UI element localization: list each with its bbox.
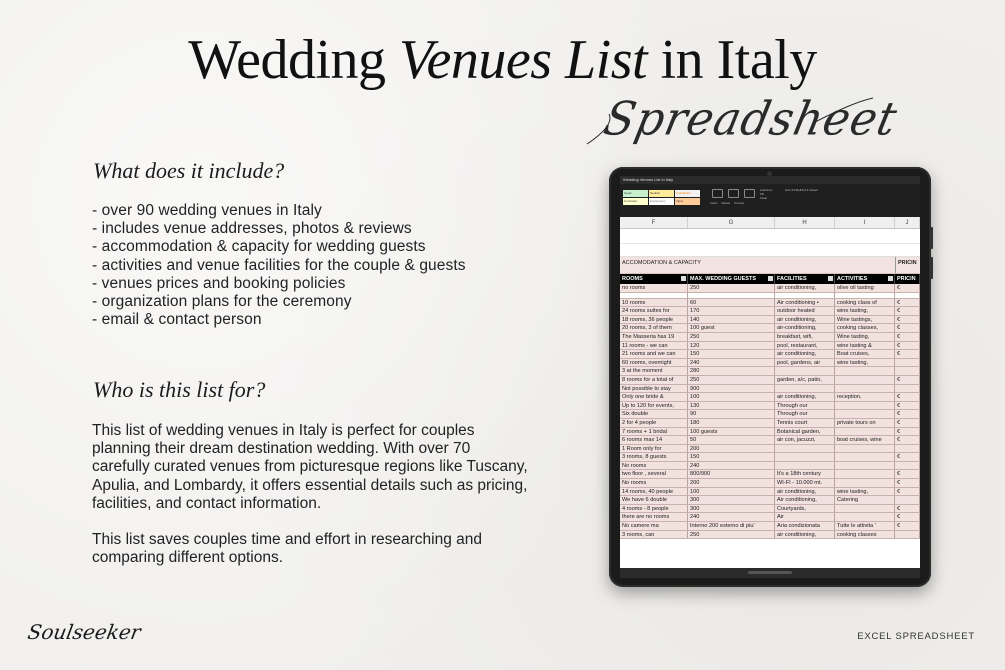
header-max-guests[interactable]: MAX. WEDDING GUESTS [688,274,775,284]
table-cell[interactable]: € [895,393,920,401]
table-cell[interactable]: Only one bride & [620,393,688,401]
sort-filter-button[interactable]: Sort & Filter [785,188,801,192]
table-cell[interactable] [775,445,835,453]
table-cell[interactable]: 3 at the moment [620,367,688,375]
table-cell[interactable]: wine tasting, [835,488,895,496]
table-cell[interactable]: air-conditioning, [775,324,835,332]
header-pricing[interactable]: PRICIN [895,274,920,284]
table-cell[interactable]: cooking class of [835,299,895,307]
table-cell[interactable]: Courtyards, [775,505,835,513]
table-cell[interactable] [835,513,895,521]
insert-icon[interactable] [712,189,723,198]
table-row [620,359,920,368]
brand-logo: Soulseeker [25,620,143,644]
delete-label: Delete [721,201,731,205]
side-button [930,227,933,249]
title-part-3: in Italy [647,29,817,91]
table-cell[interactable]: air conditioning, [775,488,835,496]
table-body [620,284,920,539]
table-cell[interactable]: We have 6 double [620,496,688,504]
table-cell[interactable]: 4 rooms - 8 people [620,505,688,513]
table-row [620,307,920,316]
table-cell[interactable]: € [895,299,920,307]
table-cell[interactable]: cooking classes, [835,324,895,332]
table-row [620,445,920,454]
table-cell[interactable]: 2 for 4 people [620,419,688,427]
table-cell[interactable]: no rooms [620,284,688,292]
table-cell[interactable]: Tennis court [775,419,835,427]
table-cell[interactable]: The Masseria has 19 [620,333,688,341]
table-cell[interactable]: 130 [688,402,775,410]
table-row [620,453,920,462]
filter-dropdown-icon [681,276,686,281]
table-row [620,470,920,479]
table-cell[interactable]: breakfast, wifi, [775,333,835,341]
table-cell[interactable] [775,385,835,393]
fill-button[interactable]: Fill [760,192,764,196]
table-cell[interactable]: Air conditioning, [775,496,835,504]
table-cell[interactable]: 300 [688,496,775,504]
table-cell[interactable] [895,496,920,504]
table-cell[interactable]: € [895,419,920,427]
table-cell[interactable]: Tutte le attivita ' [835,522,895,530]
table-cell[interactable]: Wine tasting, [835,333,895,341]
clear-button[interactable]: Clear [760,196,768,200]
table-cell[interactable]: 240 [688,359,775,367]
table-header [620,274,920,284]
table-cell[interactable]: pool, gardens, air [775,359,835,367]
table-cell[interactable] [775,367,835,375]
table-cell[interactable]: 250 [688,376,775,384]
style-comment[interactable]: Comment [623,198,648,205]
table-cell[interactable]: € [895,333,920,341]
table-cell[interactable]: Up to 120 for events, [620,402,688,410]
table-cell[interactable]: air conditioning, [775,316,835,324]
table-row [620,522,920,531]
table-cell[interactable]: 100 [688,488,775,496]
table-row [620,436,920,445]
table-cell[interactable]: Air conditioning • [775,299,835,307]
table-row [620,505,920,514]
table-cell[interactable]: air conditioning, [775,284,835,292]
table-cell[interactable] [895,462,920,470]
table-row [620,350,920,359]
table-cell[interactable]: Wine tastings, [835,316,895,324]
table-cell[interactable]: there are no rooms [620,513,688,521]
table-row [620,299,920,308]
table-cell[interactable] [775,462,835,470]
table-cell[interactable]: 8 rooms for a total of [620,376,688,384]
table-cell[interactable]: € [895,436,920,444]
table-cell[interactable]: garden, a/c, patio, [775,376,835,384]
table-cell[interactable]: 21 rooms and we can [620,350,688,358]
table-cell[interactable] [835,428,895,436]
table-cell[interactable]: 60 rooms, overnight [620,359,688,367]
table-cell[interactable] [835,462,895,470]
column-header-g[interactable]: G [688,217,775,228]
table-cell[interactable]: 10 rooms [620,299,688,307]
table-cell[interactable] [835,410,895,418]
table-cell[interactable]: 250 [688,531,775,539]
table-row [620,342,920,351]
table-row [620,513,920,522]
table-cell[interactable]: 50 [688,436,775,444]
table-row [620,333,920,342]
table-cell[interactable] [835,505,895,513]
table-cell[interactable] [835,453,895,461]
style-good[interactable]: Good [623,190,648,197]
audience-heading: Who is this list for? [93,377,266,402]
table-row [620,385,920,394]
column-header-h[interactable]: H [775,217,835,228]
table-cell[interactable]: wine tasting, [835,359,895,367]
ribbon-toolbar [620,184,920,217]
table-cell[interactable]: It's a 18th century [775,470,835,478]
header-facilities[interactable]: FACILITIES [775,274,835,284]
list-item: - venues prices and booking policies [92,275,466,293]
table-cell[interactable] [835,376,895,384]
section-title-row [620,257,920,274]
table-row [620,316,920,325]
list-item: - email & contact person [92,311,466,329]
table-cell[interactable]: € [895,479,920,487]
spreadsheet-screen [620,176,920,578]
tablet-mockup [609,167,931,587]
table-cell[interactable]: Air [775,513,835,521]
format-label: Format [734,201,744,205]
table-cell[interactable]: 18 rooms, 36 people [620,316,688,324]
table-cell[interactable]: No camere ma [620,522,688,530]
list-item: - activities and venue facilities for the couple & guests [92,257,466,275]
table-cell[interactable]: 7 rooms + 1 bridal [620,428,688,436]
table-cell[interactable]: 1 Room only for [620,445,688,453]
table-cell[interactable]: € [895,402,920,410]
table-row [620,402,920,411]
list-item: - over 90 wedding venues in Italy [92,202,466,220]
table-row [620,531,920,540]
table-cell[interactable]: cooking classes [835,531,895,539]
cells-labels [710,201,744,205]
table-cell[interactable]: 900 [688,385,775,393]
table-cell[interactable]: No rooms [620,462,688,470]
table-cell[interactable]: wine tasting, [835,307,895,315]
table-cell[interactable] [895,293,920,298]
table-cell[interactable]: 240 [688,462,775,470]
filter-dropdown-icon [888,276,893,281]
table-cell[interactable] [835,402,895,410]
filter-dropdown-icon [828,276,833,281]
table-cell[interactable]: 11 rooms - we can [620,342,688,350]
table-cell[interactable]: two floor , several [620,470,688,478]
table-cell[interactable]: 20 rooms, 3 of them [620,324,688,332]
column-header-j[interactable]: J [895,217,920,228]
table-cell[interactable]: € [895,342,920,350]
table-row [620,376,920,385]
table-cell[interactable]: 250 [688,284,775,292]
home-indicator [748,571,792,574]
table-cell[interactable]: private tours on [835,419,895,427]
pricing-section-label[interactable]: PRICIN [895,257,920,273]
table-cell[interactable]: Through our [775,402,835,410]
insert-label: Insert [710,201,718,205]
table-cell[interactable]: olive oil tasting [835,284,895,292]
table-cell[interactable]: boat cruises, wine [835,436,895,444]
audience-paragraph-1: This list of wedding venues in Italy is perfect for couples planning their dream destination wedding. With over 70 carefully curated venues from picturesque regions like Tuscany, Apulia, and Lombardy, it offers essential details such as pricing, facilities, and contact information. [92,422,528,512]
table-cell[interactable]: 60 [688,299,775,307]
column-header-i[interactable]: I [835,217,895,228]
table-cell[interactable]: € [895,505,920,513]
table-cell[interactable]: € [895,284,920,292]
table-row [620,496,920,505]
audience-paragraph-2: This list saves couples time and effort in researching and comparing different options. [92,531,482,567]
table-cell[interactable]: Catering [835,496,895,504]
table-cell[interactable] [835,445,895,453]
cell-styles [623,190,700,205]
title-italic-part: Venues List [399,29,648,91]
table-cell[interactable]: € [895,410,920,418]
table-cell[interactable]: No rooms [620,479,688,487]
style-neutral[interactable]: Neutral [649,190,674,197]
table-row [620,488,920,497]
table-cell[interactable]: air conditioning, [775,531,835,539]
include-list [92,202,466,329]
table-cell[interactable]: 3 rooms, can [620,531,688,539]
table-cell[interactable] [895,367,920,375]
table-row [620,393,920,402]
empty-rows [620,229,920,257]
table-row [620,367,920,376]
table-cell[interactable]: € [895,316,920,324]
table-cell[interactable]: € [895,488,920,496]
table-cell[interactable]: 90 [688,410,775,418]
table-cell[interactable]: € [895,350,920,358]
table-cell[interactable]: € [895,453,920,461]
table-cell[interactable]: € [895,307,920,315]
table-cell[interactable]: 3 rooms, 8 guests [620,453,688,461]
table-cell[interactable]: 240 [688,513,775,521]
table-cell[interactable]: 170 [688,307,775,315]
table-cell[interactable]: wine tasting & [835,342,895,350]
table-cell[interactable]: 100 [688,393,775,401]
table-cell[interactable]: € [895,324,920,332]
filter-dropdown-icon [768,276,773,281]
table-cell[interactable]: air conditioning, [775,350,835,358]
table-cell[interactable]: € [895,376,920,384]
table-cell[interactable]: 800/900 [688,470,775,478]
table-cell[interactable] [895,385,920,393]
table-cell[interactable]: 120 [688,342,775,350]
table-cell[interactable]: outdoor heated [775,307,835,315]
header-activities[interactable]: ACTIVITIES [835,274,895,284]
table-cell[interactable]: Boat cruises, [835,350,895,358]
style-explanatory[interactable]: Explanatory [649,198,674,205]
table-cell[interactable] [835,367,895,375]
cells-group [712,189,755,198]
table-cell[interactable]: € [895,470,920,478]
column-headers [620,217,920,229]
page-title [0,28,1005,92]
table-cell[interactable] [620,293,688,298]
subtitle-text: Spreadsheet [599,92,903,147]
table-cell[interactable]: pool, restaurant, [775,342,835,350]
include-heading: What does it include? [93,158,285,183]
table-cell[interactable]: 24 rooms suites for [620,307,688,315]
screen-bottom-bar [620,568,920,578]
list-item: - includes venue addresses, photos & reviews [92,220,466,238]
table-cell[interactable]: 14 rooms, 40 people [620,488,688,496]
table-cell[interactable]: Interno 200 esterno di piu' [688,522,775,530]
table-cell[interactable]: 250 [688,333,775,341]
table-cell[interactable]: 180 [688,419,775,427]
window-title: Wedding Venues List in Italy [620,176,920,184]
table-cell[interactable] [835,479,895,487]
list-item: - organization plans for the ceremony [92,293,466,311]
editing-group [760,188,772,200]
table-cell[interactable]: air con, jacuzzi, [775,436,835,444]
table-cell[interactable]: reception, [835,393,895,401]
table-cell[interactable]: € [895,513,920,521]
header-rooms[interactable]: ROOMS [620,274,688,284]
table-cell[interactable] [835,385,895,393]
table-row [620,410,920,419]
table-cell[interactable]: WI-FI - 10.000 mt. [775,479,835,487]
style-calculation[interactable]: Calculation [675,190,700,197]
table-row [620,479,920,488]
table-cell[interactable]: 140 [688,316,775,324]
table-cell[interactable] [775,293,835,298]
table-cell[interactable] [895,445,920,453]
table-row [620,324,920,333]
table-cell[interactable]: 200 [688,479,775,487]
table-cell[interactable]: 200 [688,445,775,453]
autosum-button[interactable]: AutoSum [760,188,773,192]
table-cell[interactable]: 6 rooms max 14 [620,436,688,444]
table-cell[interactable] [895,531,920,539]
side-button [930,257,933,279]
delete-icon[interactable] [728,189,739,198]
table-cell[interactable] [775,453,835,461]
table-cell[interactable]: 100 guest [688,324,775,332]
table-cell[interactable]: 280 [688,367,775,375]
table-cell[interactable] [688,293,775,298]
table-cell[interactable] [895,359,920,367]
table-row [620,419,920,428]
table-cell[interactable]: 150 [688,350,775,358]
table-cell[interactable]: € [895,428,920,436]
table-cell[interactable] [835,470,895,478]
format-icon[interactable] [744,189,755,198]
find-select-button[interactable]: Find & Select [800,188,818,192]
table-cell[interactable]: Botanical garden, [775,428,835,436]
title-part-1: Wedding [188,29,400,91]
table-cell[interactable]: Not possible to stay [620,385,688,393]
table-cell[interactable]: 150 [688,453,775,461]
table-cell[interactable]: 100 guests [688,428,775,436]
table-row [620,462,920,471]
table-row [620,428,920,437]
table-cell[interactable] [835,293,895,298]
product-type-label: EXCEL SPREADSHEET [857,631,975,642]
accommodation-section-label[interactable]: ACCOMODATION & CAPACITY [620,257,895,273]
table-row [620,284,920,293]
list-item: - accommodation & capacity for wedding guests [92,238,466,256]
table-cell[interactable]: air conditioning, [775,393,835,401]
table-cell[interactable]: Through our [775,410,835,418]
table-cell[interactable]: € [895,522,920,530]
column-header-f[interactable]: F [620,217,688,228]
subtitle-script [585,92,903,162]
table-cell[interactable]: 300 [688,505,775,513]
style-input[interactable]: Input [675,198,700,205]
table-cell[interactable]: Aria condizionata [775,522,835,530]
table-cell[interactable]: Six double [620,410,688,418]
